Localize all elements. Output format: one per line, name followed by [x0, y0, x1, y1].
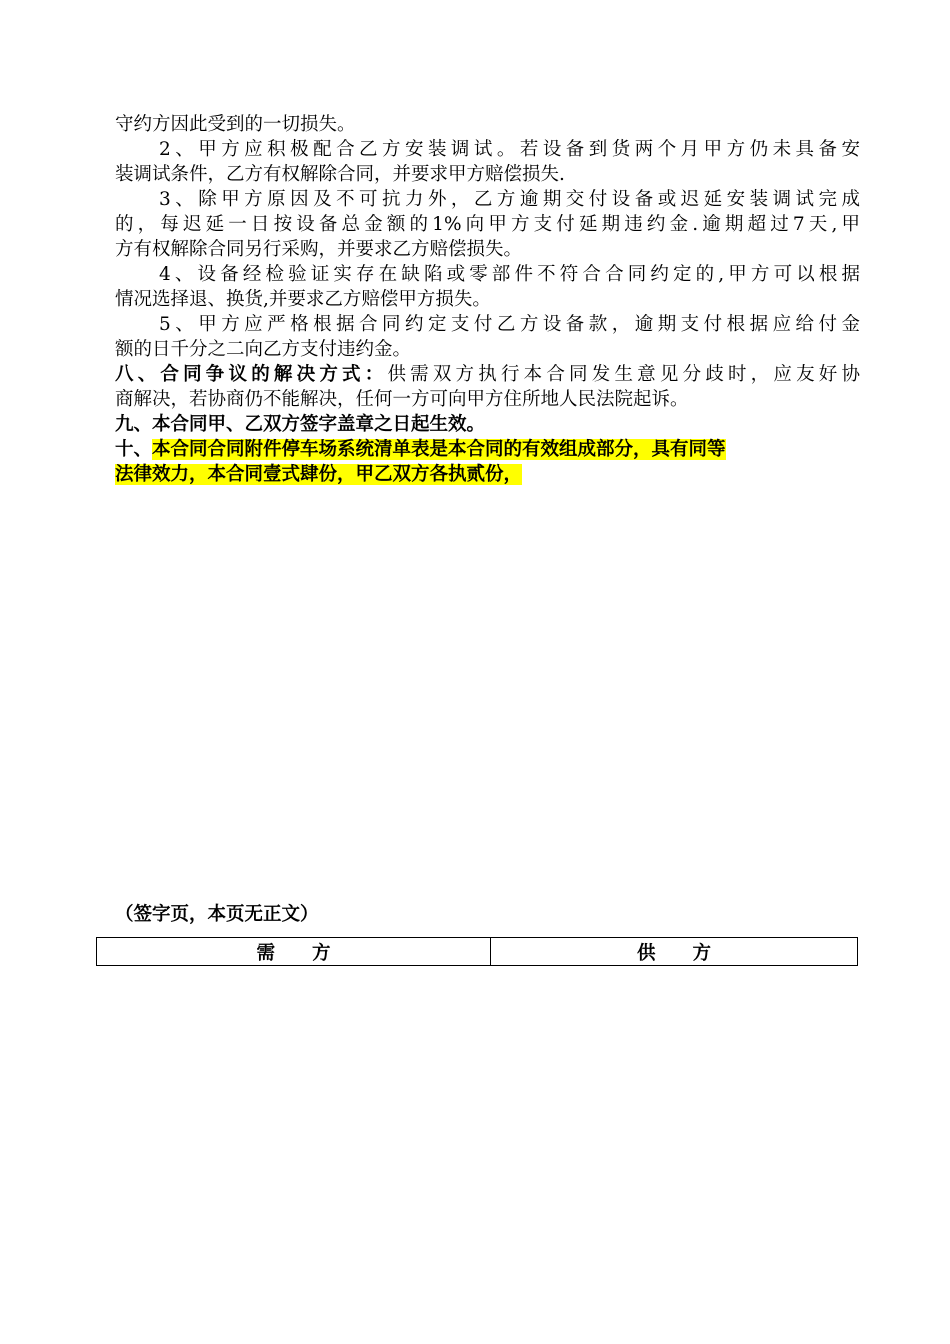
signature-table — [96, 937, 858, 966]
section-8-text-1: 供需双方执行本合同发生意见分歧时，应友好协 — [387, 364, 860, 385]
clause-3-line-2: 的，每迟延一日按设备总金额的1%向甲方支付延期违约金.逾期超过7天,甲 — [115, 214, 860, 235]
section-10-highlight-1: 本合同合同附件停车场系统清单表是本合同的有效组成部分，具有同等 — [152, 439, 726, 460]
contract-body — [115, 112, 860, 487]
signature-page-title: （签字页，本页无正文） — [115, 904, 319, 925]
section-10-number: 十、 — [115, 439, 153, 460]
clause-2-line-1: 2、甲方应积极配合乙方安装调试。若设备到货两个月甲方仍未具备安 — [159, 139, 860, 160]
clause-4-line-2: 情况选择退、换货,并要求乙方赔偿甲方损失。 — [115, 289, 491, 310]
clause-3-line-1: 3、除甲方原因及不可抗力外，乙方逾期交付设备或迟延安装调试完成 — [159, 189, 860, 210]
clause-5-line-2: 额的日千分之二向乙方支付违约金。 — [115, 339, 412, 360]
section-8-line-1 — [115, 362, 860, 387]
clause-3-line-3: 方有权解除合同另行采购，并要求乙方赔偿损失。 — [115, 239, 523, 260]
clause-5-line-1: 5、甲方应严格根据合同约定支付乙方设备款，逾期支付根据应给付金 — [159, 314, 860, 335]
section-10-highlight-2: 法律效力，本合同壹式肆份，甲乙双方各执贰份， — [115, 464, 523, 485]
supplier-column-header: 供 方 — [491, 938, 858, 966]
section-10-line-1 — [115, 437, 860, 462]
buyer-column-header: 需 方 — [97, 938, 491, 966]
body-line: 守约方因此受到的一切损失。 — [115, 114, 356, 135]
signature-header-row — [97, 938, 858, 966]
section-8-heading: 八、合同争议的解决方式： — [115, 364, 388, 385]
clause-2-line-2: 装调试条件，乙方有权解除合同，并要求甲方赔偿损失. — [115, 164, 565, 185]
section-9: 九、本合同甲、乙双方签字盖章之日起生效。 — [115, 414, 486, 435]
section-8-line-2: 商解决，若协商仍不能解决，任何一方可向甲方住所地人民法院起诉。 — [115, 389, 689, 410]
clause-4-line-1: 4、设备经检验证实存在缺陷或零部件不符合合同约定的,甲方可以根据 — [159, 264, 860, 285]
section-10-line-2 — [115, 462, 860, 487]
